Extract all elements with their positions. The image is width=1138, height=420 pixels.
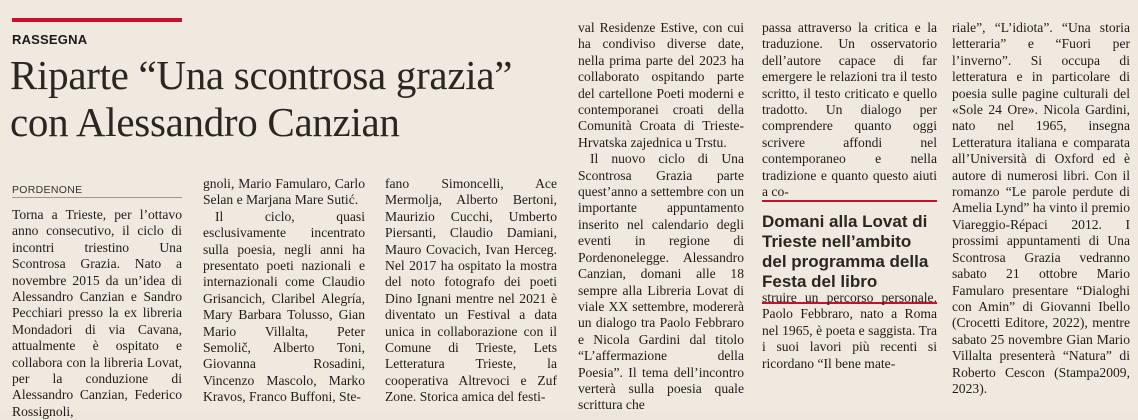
article-column-2 [203,176,365,406]
pull-quote: Domani alla Lovat di Trieste nell’ambito del programma della Festa del libro [762,200,937,304]
paragraph: Il ciclo, quasi esclusivamente incentrato sulla poesia, negli anni ha presentato poeti nazionali e internazionali come Claudio Grisancich, Claribel Alegría, Mary Barbara Tolusso, Gian Mario Villalta, Peter Semolič, Alberto Toni, Giovanna Rosadini, Vincenzo Mascolo, Marko Kravos, Franco Buffoni, Ste- [203,208,365,405]
article-column-5-bottom [762,290,937,372]
paragraph: gnoli, Mario Famularo, Carlo Selan e Marjana Mare Sutić. [203,176,365,208]
headline-line-1: Riparte “Una scontrosa grazia” [10,52,513,98]
article-headline [10,52,550,146]
article-column-3 [385,176,557,406]
paragraph: fano Simoncelli, Ace Mermolja, Alberto Bertoni, Maurizio Cucchi, Umberto Piersanti, Claudio Damiani, Mauro Covacich, Ivan Herceg. Nel 2017 ha ospitato la mostra del noto fotografo dei poeti Dino Ignani mentre nel 2021 è diventato un Festival a data unica in collaborazione con il Comune di Trieste, Lets Letteratura Trieste, la cooperativa Altrevoci e Zuf Zone. Storica amica del festi- [385,176,557,405]
paragraph: val Residenze Estive, con cui ha condiviso diverse date, nella prima parte del 2023 ha collaborato ospitando parte del cartellone Poeti moderni e contemporanei croati della Comunità Croata di Trieste-Hrvatska zajednica u Trstu. [578,20,744,150]
section-rule [12,18,182,22]
section-kicker: RASSEGNA [12,32,88,47]
headline-line-2: con Alessandro Canzian [10,99,400,145]
paragraph: Torna a Trieste, per l’ottavo anno consecutivo, il ciclo di incontri triestino Una Scontrosa Grazia. Nato a novembre 2015 da un’idea di Alessandro Canzian e Sandro Pecchiari presso la ex libreria Mondadori di via Cavana, attualmente è ospitato e collabora con la libreria Lovat, per la conduzione di Alessandro Canzian, Federico Rossignoli, [12,207,182,419]
paragraph: struire un percorso personale. Paolo Febbraro, nato a Roma nel 1965, è poeta e saggista. Tra i suoi lavori più recenti si ricordano “Il bene mate- [762,290,937,371]
article-column-1 [12,207,182,420]
article-column-4 [578,20,744,414]
paragraph: passa attraverso la critica e la traduzione. Un osservatorio dell’autore capace di far emergere le relazioni tra il testo scritto, il testo criticato e quello tradotto. Un dialogo per comprendere quanto oggi scrivere affondi nel contemporaneo e nella tradizione e quanto questo aiuti a co- [762,20,937,200]
dateline: PORDENONE [12,184,182,198]
paragraph: Il nuovo ciclo di Una Scontrosa Grazia parte quest’anno a settembre con un importante appuntamento inserito nel calendario degli eventi in regione di Pordenonelegge. Alessandro Canzian, domani alle 18 sempre alla Libreria Lovat di viale XX settembre, modererà un dialogo tra Paolo Febbraro e Nicola Gardini dal titolo “L’affermazione della Poesia”. Il tema dell’incontro verterà sulla poesia quale scrittura che [578,151,744,413]
paragraph: riale”, “L’idiota”. “Una storia letteraria” e “Fuori per l’inverno”. Si occupa di letteratura e in particolare di poesia sulle pagine culturali del «Sole 24 Ore». Nicola Gardini, nato nel 1965, insegna Letteratura italiana e comparata all’Università di Oxford ed è autore di numerosi libri. Con il romanzo “Le parole perdute di Amelia Lynd” ha vinto il premio Viareggio-Répaci 2012. I prossimi appuntamenti di Una Scontrosa Grazia vedranno sabato 21 ottobre Mario Famularo presentare “Dialoghi con Amin” di Giovanni Ibello (Crocetti Editore, 2022), mentre sabato 25 novembre Gian Mario Villalta presenterà “Natura” di Roberto Cescon (Stampa2009, 2023). [952,20,1130,396]
article-column-6 [952,20,1130,397]
article-column-5-top [762,20,937,200]
